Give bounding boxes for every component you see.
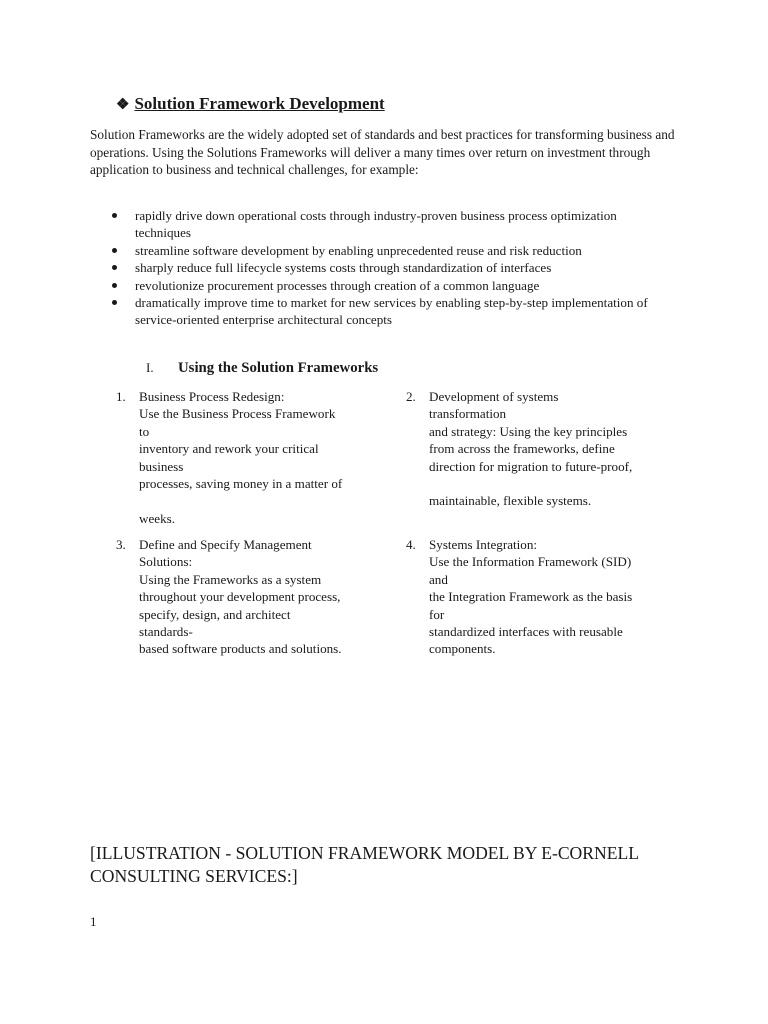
heading-text: Solution Framework Development [134,94,385,113]
list-item: streamline software development by enabling unprecedented reuse and risk reduction [108,242,668,259]
numbered-item [406,536,668,658]
item-text: Systems Integration: Use the Information Framework (SID) and the Integration Framework as the basis for standardized interfaces with reusable components. [429,537,633,657]
numbered-item [116,536,378,658]
item-number: 3. [116,537,126,552]
page-number: 1 [90,914,97,929]
item-text: Development of systems transformation and strategy: Using the key principles from across the frameworks, define direction for migration to future-proof, maintainable, flexible systems. [429,389,633,509]
subsection-title: Using the Solution Frameworks [178,360,379,376]
item-number: 2. [406,389,416,404]
benefits-list [108,207,668,329]
numbered-item [406,388,668,510]
illustration-caption: [ILLUSTRATION - SOLUTION FRAMEWORK MODEL BY E-CORNELL CONSULTING SERVICES:] [90,843,639,886]
roman-numeral: I. [146,360,154,375]
item-number: 1. [116,389,126,404]
list-item: sharply reduce full lifecycle systems costs through standardization of interfaces [108,259,668,276]
list-item: dramatically improve time to market for new services by enabling step-by-step implementation of service-oriented enterprise architectural concepts [108,294,668,329]
diamond-bullet-icon: ❖ [116,96,130,113]
item-number: 4. [406,537,416,552]
list-item: revolutionize procurement processes through creation of a common language [108,277,668,294]
numbered-item [116,388,378,527]
list-item: rapidly drive down operational costs through industry-proven business process optimization techniques [108,207,668,242]
subsection-heading [146,360,378,377]
item-text: Define and Specify Management Solutions: Using the Frameworks as a system throughout your development process, specify, design, and architect standards- based software products and solutions. [139,537,342,657]
section-heading [116,94,385,114]
intro-paragraph: Solution Frameworks are the widely adopted set of standards and best practices for transforming business and operations. Using the Solutions Frameworks will deliver a many times over return on investment through application to business and technical challenges, for example: [90,127,675,178]
item-text: Business Process Redesign: Use the Business Process Framework to inventory and rework your critical business processes, saving money in a matter of weeks. [139,389,343,526]
